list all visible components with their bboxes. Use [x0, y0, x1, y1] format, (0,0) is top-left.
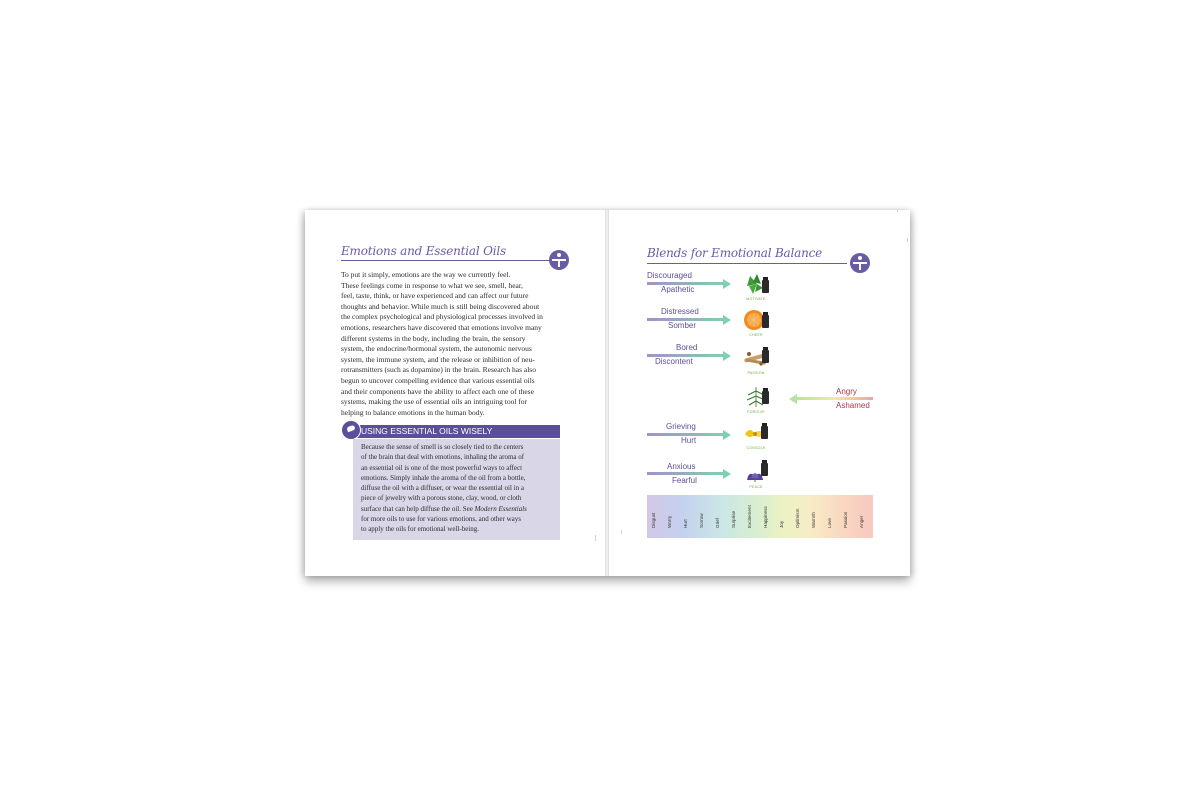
forgive-image: [741, 385, 771, 409]
blend-label: PASSION: [747, 371, 765, 375]
emotion-bottom: Hurt: [681, 436, 697, 445]
book-reference: Modern Essentials: [474, 504, 527, 513]
blend-label: MOTIVATE: [746, 297, 766, 301]
oil-bottle-icon: [762, 315, 769, 328]
crop-mark: [621, 530, 622, 534]
peace-image: [741, 460, 771, 484]
spectrum-label: Hurt: [683, 519, 688, 528]
console-image: [741, 422, 771, 446]
dt-logo-icon: [850, 253, 870, 273]
emotion-top: Distressed: [661, 307, 699, 316]
spectrum-label: Happiness: [763, 506, 768, 528]
tip-box-title: USING ESSENTIAL OILS WISELY: [361, 426, 493, 436]
blend-label: CONSOLE: [746, 446, 766, 450]
emotion-top: Angry: [836, 387, 857, 396]
emotion-top: Grieving: [666, 422, 696, 431]
emotion-bottom: Apathetic: [661, 285, 695, 294]
passion-image: [741, 346, 771, 370]
spectrum-label: Worry: [667, 515, 672, 528]
emotion-spectrum: [647, 495, 873, 538]
spectrum-label: Anger: [859, 515, 864, 528]
emotion-bottom: Ashamed: [836, 401, 870, 410]
spectrum-label: Excitement: [747, 505, 752, 528]
spectrum-label: Optimism: [795, 508, 800, 528]
spectrum-label: Grief: [715, 518, 720, 528]
emotion-bottom: Fearful: [672, 476, 697, 485]
motivate-image: [741, 272, 771, 296]
spectrum-label: Love: [827, 518, 832, 528]
oil-bottle-icon: [762, 350, 769, 363]
blend-label: FORGIVE: [747, 410, 765, 414]
spectrum-label: Surprise: [731, 510, 736, 528]
crop-mark: [907, 238, 908, 242]
emotion-top: Discouraged: [647, 271, 692, 280]
intro-paragraph: To put it simply, emotions are the way we currently feel. These feelings come in response to what we see, smell, hear, feel, taste, think, or have experienced and can affect our future thoughts and behavior. While much is still being discovered about the complex psychological and physiological processes involved in emotions, researchers have discovered that emotions involve many different systems in the body, including the brain, the sensory system, the endocrine/hormonal system, the autonomic nervous system, the immune system, and the release or inhibition of neu- rotransmitters (such as dopamine) in the brain. Research has also begun to uncover compelling evidence that various essential oils and their components have the ability to affect each one of these systems, making the use of essential oils an intriguing tool for helping to balance emotions in the human body.: [341, 270, 543, 417]
spectrum-label: Disgust: [651, 512, 656, 528]
spectrum-label: Passion: [843, 511, 848, 528]
emotion-top: Bored: [676, 343, 698, 352]
page-title: Emotions and Essential Oils: [341, 244, 506, 258]
right-page: [305, 210, 910, 576]
crop-mark: [595, 535, 596, 541]
blend-label: CHEER: [749, 333, 763, 337]
crop-mark: [897, 210, 898, 212]
emotion-top: Anxious: [667, 462, 696, 471]
right-title-underline: [647, 263, 847, 264]
blend-label: PEACE: [749, 485, 763, 489]
oil-bottle-icon: [762, 391, 769, 404]
cheer-image: [741, 308, 771, 332]
emotion-bottom: Somber: [668, 321, 697, 330]
oil-bottle-icon: [761, 426, 768, 439]
tip-box-text: Because the sense of smell is so closely tied to the centers of the brain that deal with emotions, inhaling the aroma of an essential oil is one of the most powerful ways to affect emotions. Simply inhale the aroma of the oil from a bottle, diffuse the oil with a diffuser, or wear the essential oil in a piece of jewelry with a porous stone, clay, wood, or cloth surface that can help diffuse the oil. See Modern Essentials for more oils to use for various emotions, and other ways to apply the oils for emotional well-being.: [361, 443, 527, 534]
spectrum-label: Joy: [779, 520, 784, 528]
right-page-title: Blends for Emotional Balance: [647, 246, 823, 260]
oil-bottle-icon: [761, 463, 768, 476]
spectrum-label: Warmth: [811, 512, 816, 528]
oil-bottle-icon: [762, 280, 769, 293]
spectrum-label: Sorrow: [699, 513, 704, 528]
emotion-bottom: Discontent: [655, 357, 693, 366]
